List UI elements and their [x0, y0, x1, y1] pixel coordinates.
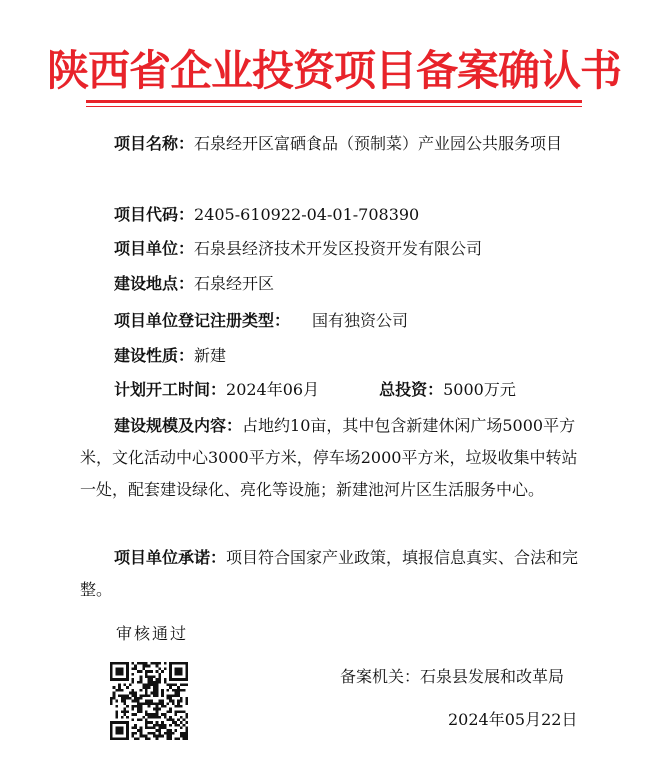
field-label: 项目单位登记注册类型：: [114, 311, 291, 330]
filing-authority: 备案机关：石泉县发展和改革局: [340, 667, 565, 686]
qr-code-icon: [110, 662, 188, 740]
field-label: 项目单位承诺：: [114, 548, 227, 567]
field-label: 项目代码：: [114, 205, 195, 224]
field-label: 总投资：: [379, 380, 444, 399]
field-label: 建设性质：: [114, 346, 195, 365]
field-label: 建设地点：: [114, 274, 195, 293]
field-value: 2024年06月: [226, 380, 320, 399]
field-scope: [80, 410, 590, 506]
title-rule-thin: [86, 106, 582, 107]
field-label: 建设规模及内容：: [114, 416, 243, 435]
title-rule-thick: [86, 100, 582, 103]
filing-date: 2024年05月22日: [448, 710, 578, 729]
field-value: 新建: [194, 346, 227, 365]
field-value: 占地约10亩，其中包含新建休闲广场5000平方米，文化活动中心3000平方米，停车场2000平方米，垃圾收集中转站一处，配套建设绿化、亮化等设施；新建池河片区生活服务中心。: [80, 416, 578, 499]
field-start-and-investment: [80, 374, 590, 406]
field-commitment: [80, 542, 590, 606]
field-label: 项目名称：: [114, 134, 195, 153]
document-title: 陕西省企业投资项目备案确认书: [46, 46, 621, 95]
field-value: 5000万元: [443, 380, 516, 399]
field-value: 石泉县经济技术开发区投资开发有限公司: [194, 239, 483, 258]
field-location: [80, 268, 590, 300]
field-label: 计划开工时间：: [114, 380, 227, 399]
approval-status: 审核通过: [116, 624, 189, 643]
field-label: 项目单位：: [114, 239, 195, 258]
field-value: 项目符合国家产业政策，填报信息真实、合法和完整。: [80, 548, 579, 599]
field-project-unit: [80, 233, 590, 265]
field-registration-type: [80, 305, 590, 337]
field-value: 2405-610922-04-01-708390: [194, 205, 420, 224]
field-project-code: [80, 199, 590, 231]
field-value: 石泉经开区: [194, 274, 275, 293]
field-project-name: [80, 128, 590, 160]
field-value: 国有独资公司: [312, 311, 409, 330]
field-value: 石泉经开区富硒食品（预制菜）产业园公共服务项目: [194, 134, 563, 153]
field-construction-nature: [80, 340, 590, 372]
